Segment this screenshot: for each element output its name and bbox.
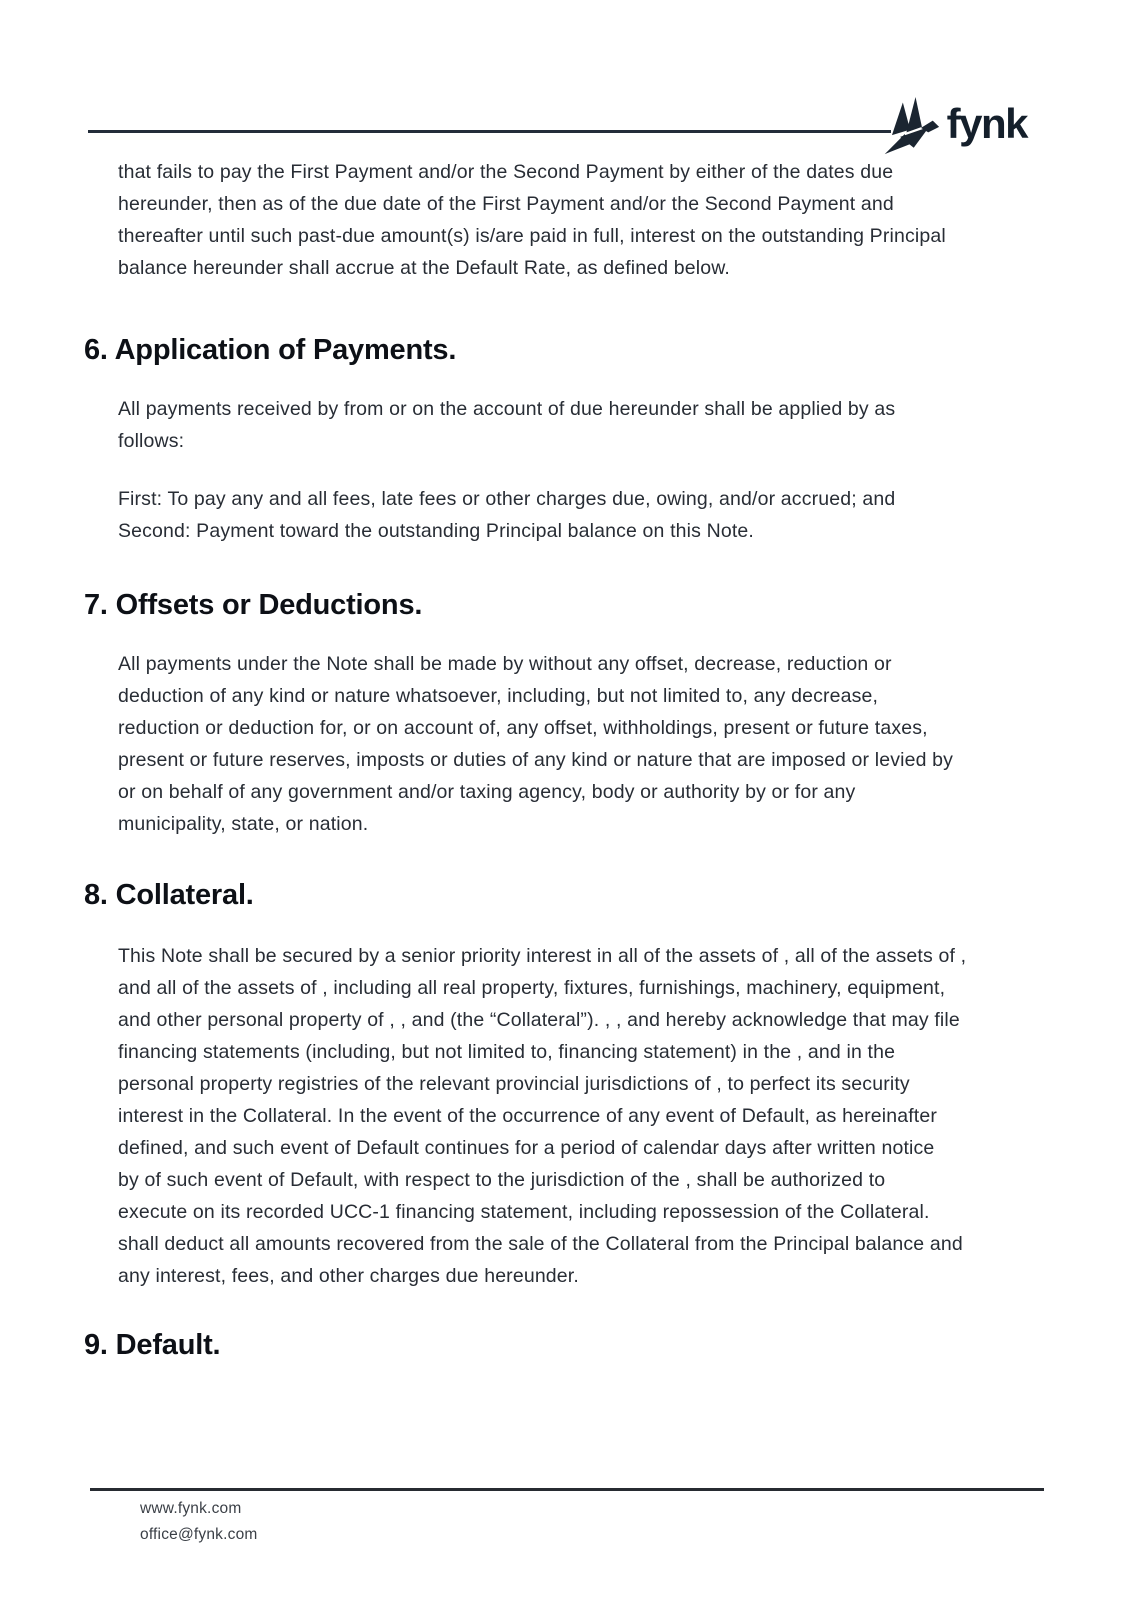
- paragraph-line: This Note shall be secured by a senior priority interest in all of the assets of , all of the assets of ,: [118, 945, 967, 967]
- paragraph-line: execute on its recorded UCC-1 financing statement, including repossession of the Collateral.: [118, 1201, 930, 1223]
- paragraph-line: interest in the Collateral. In the event of the occurrence of any event of Default, as hereinafter: [118, 1105, 937, 1127]
- intro-paragraph: [118, 156, 946, 284]
- paragraph-line: that fails to pay the First Payment and/or the Second Payment by either of the dates due: [118, 161, 894, 183]
- footer-divider: [90, 1488, 1044, 1491]
- section-heading-collateral: 8. Collateral.: [84, 879, 254, 911]
- footer-email: office@fynk.com: [140, 1526, 258, 1543]
- paragraph-line: present or future reserves, imposts or duties of any kind or nature that are imposed or levied by: [118, 749, 954, 771]
- paragraph-line: hereunder, then as of the due date of the First Payment and/or the Second Payment and: [118, 193, 894, 215]
- paragraph-line: and all of the assets of , including all real property, fixtures, furnishings, machinery, equipment,: [118, 977, 946, 999]
- section-6-paragraph-1: [118, 393, 895, 457]
- paragraph-line: Second: Payment toward the outstanding Principal balance on this Note.: [118, 520, 754, 542]
- fynk-logo: [882, 96, 1027, 156]
- section-6-paragraph-2: [118, 483, 895, 547]
- paragraph-line: shall deduct all amounts recovered from the sale of the Collateral from the Principal balance and: [118, 1233, 963, 1255]
- logo-wordmark: fynk: [946, 100, 1027, 147]
- section-8-paragraph-1: [118, 940, 966, 1292]
- header-divider: [88, 130, 891, 133]
- paragraph-line: reduction or deduction for, or on account of, any offset, withholdings, present or future taxes,: [118, 717, 928, 739]
- paragraph-line: by of such event of Default, with respect to the jurisdiction of the , shall be authorized to: [118, 1169, 886, 1191]
- paragraph-line: First: To pay any and all fees, late fees or other charges due, owing, and/or accrued; and: [118, 488, 896, 510]
- paragraph-line: financing statements (including, but not limited to, financing statement) in the , and in the: [118, 1041, 896, 1063]
- paragraph-line: defined, and such event of Default continues for a period of calendar days after written notice: [118, 1137, 935, 1159]
- paragraph-line: and other personal property of , , and (the “Collateral”). , , and hereby acknowledge that may file: [118, 1009, 960, 1031]
- paragraph-line: municipality, state, or nation.: [118, 813, 369, 835]
- footer-website: www.fynk.com: [140, 1500, 242, 1517]
- origami-bird-icon: [882, 96, 940, 156]
- paragraph-line: follows:: [118, 430, 185, 452]
- paragraph-line: or on behalf of any government and/or taxing agency, body or authority by or for any: [118, 781, 856, 803]
- paragraph-line: balance hereunder shall accrue at the Default Rate, as defined below.: [118, 257, 730, 279]
- paragraph-line: thereafter until such past-due amount(s) is/are paid in full, interest on the outstanding Principal: [118, 225, 946, 247]
- paragraph-line: any interest, fees, and other charges due hereunder.: [118, 1265, 579, 1287]
- paragraph-line: personal property registries of the relevant provincial jurisdictions of , to perfect its security: [118, 1073, 910, 1095]
- paragraph-line: All payments under the Note shall be made by without any offset, decrease, reduction or: [118, 653, 892, 675]
- paragraph-line: deduction of any kind or nature whatsoever, including, but not limited to, any decrease,: [118, 685, 879, 707]
- section-heading-application-of-payments: 6. Application of Payments.: [84, 334, 457, 366]
- section-heading-default: 9. Default.: [84, 1329, 221, 1361]
- section-7-paragraph-1: [118, 648, 953, 840]
- section-heading-offsets-or-deductions: 7. Offsets or Deductions.: [84, 589, 423, 621]
- footer: [140, 1496, 258, 1548]
- paragraph-line: All payments received by from or on the account of due hereunder shall be applied by as: [118, 398, 896, 420]
